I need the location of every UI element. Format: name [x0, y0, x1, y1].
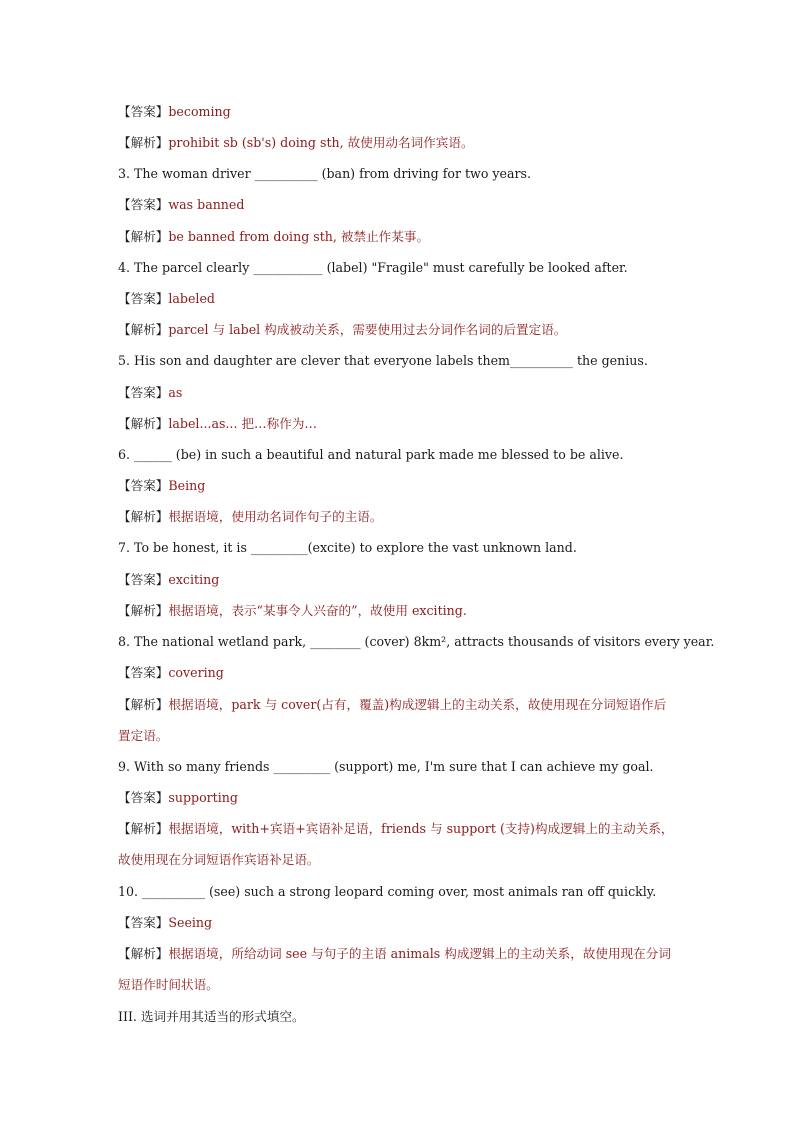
analysis-label: 【解析】: [118, 416, 169, 431]
analysis-text: label...as... 把…称作为…: [168, 416, 318, 431]
answer-label: 【答案】: [118, 915, 169, 930]
answer-label: 【答案】: [118, 197, 169, 212]
question-6: 6. ______ (be) in such a beautiful and natural park made me blessed to be alive.: [118, 447, 624, 462]
analysis-line: [118, 416, 317, 432]
analysis-text: be banned from doing sth, 被禁止作某事。: [168, 229, 430, 244]
question-5: 5. His son and daughter are clever that everyone labels them__________ the genius.: [118, 353, 648, 368]
answer-text: covering: [168, 665, 224, 680]
answer-line: [118, 104, 231, 120]
answer-line: [118, 385, 182, 401]
answer-text: supporting: [168, 790, 238, 805]
analysis-line: [118, 603, 467, 619]
analysis-line: [118, 689, 678, 751]
analysis-text: 根据语境，with+宾语+宾语补足语，friends 与 support (支持)构成逻辑上的主动关系，故使用现在分词短语作宾语补足语。: [118, 821, 674, 867]
answer-line: [118, 197, 244, 213]
answer-text: Being: [168, 478, 206, 493]
question-8: 8. The national wetland park, ________ (cover) 8km², attracts thousands of visitors every year.: [118, 634, 715, 649]
answer-label: 【答案】: [118, 572, 169, 587]
answer-label: 【答案】: [118, 790, 169, 805]
answer-text: was banned: [168, 197, 245, 212]
analysis-line: [118, 229, 429, 245]
section-heading: III. 选词并用其适当的形式填空。: [118, 1009, 305, 1024]
answer-line: [118, 291, 215, 307]
analysis-line: [118, 509, 382, 525]
analysis-line: [118, 813, 678, 875]
answer-label: 【答案】: [118, 665, 169, 680]
answer-label: 【答案】: [118, 104, 169, 119]
answer-text: labeled: [168, 291, 215, 306]
analysis-line: [118, 322, 566, 338]
analysis-label: 【解析】: [118, 603, 169, 618]
answer-text: Seeing: [168, 915, 213, 930]
answer-label: 【答案】: [118, 291, 169, 306]
question-10: 10. __________ (see) such a strong leopard coming over, most animals ran off quickly.: [118, 884, 657, 899]
analysis-label: 【解析】: [118, 322, 169, 337]
analysis-label: 【解析】: [118, 135, 169, 150]
analysis-label: 【解析】: [118, 509, 169, 524]
analysis-text: 根据语境，表示“某事令人兴奋的”，故使用 exciting.: [168, 603, 467, 618]
answer-label: 【答案】: [118, 478, 169, 493]
analysis-line: [118, 135, 474, 151]
analysis-line: [118, 938, 678, 1000]
question-7: 7. To be honest, it is _________(excite) to explore the vast unknown land.: [118, 540, 577, 555]
analysis-label: 【解析】: [118, 946, 169, 961]
analysis-text: 根据语境，park 与 cover(占有，覆盖)构成逻辑上的主动关系，故使用现在分词短语作后置定语。: [118, 697, 667, 743]
analysis-label: 【解析】: [118, 229, 169, 244]
answer-line: [118, 790, 238, 806]
answer-text: becoming: [168, 104, 231, 119]
answer-line: [118, 665, 224, 681]
answer-line: [118, 478, 205, 494]
question-4: 4. The parcel clearly ___________ (label) "Fragile" must carefully be looked after.: [118, 260, 628, 275]
analysis-text: 根据语境，使用动名词作句子的主语。: [168, 509, 383, 524]
analysis-text: parcel 与 label 构成被动关系，需要使用过去分词作名词的后置定语。: [168, 322, 567, 337]
question-9: 9. With so many friends _________ (support) me, I'm sure that I can achieve my goal.: [118, 759, 654, 774]
answer-text: as: [168, 385, 183, 400]
question-3: 3. The woman driver __________ (ban) from driving for two years.: [118, 166, 531, 181]
answer-line: [118, 915, 212, 931]
analysis-label: 【解析】: [118, 697, 169, 712]
answer-text: exciting: [168, 572, 220, 587]
analysis-text: 根据语境，所给动词 see 与句子的主语 animals 构成逻辑上的主动关系，故使用现在分词短语作时间状语。: [118, 946, 671, 992]
answer-line: [118, 572, 219, 588]
analysis-label: 【解析】: [118, 821, 169, 836]
analysis-text: prohibit sb (sb's) doing sth, 故使用动名词作宾语。: [168, 135, 474, 150]
answer-label: 【答案】: [118, 385, 169, 400]
